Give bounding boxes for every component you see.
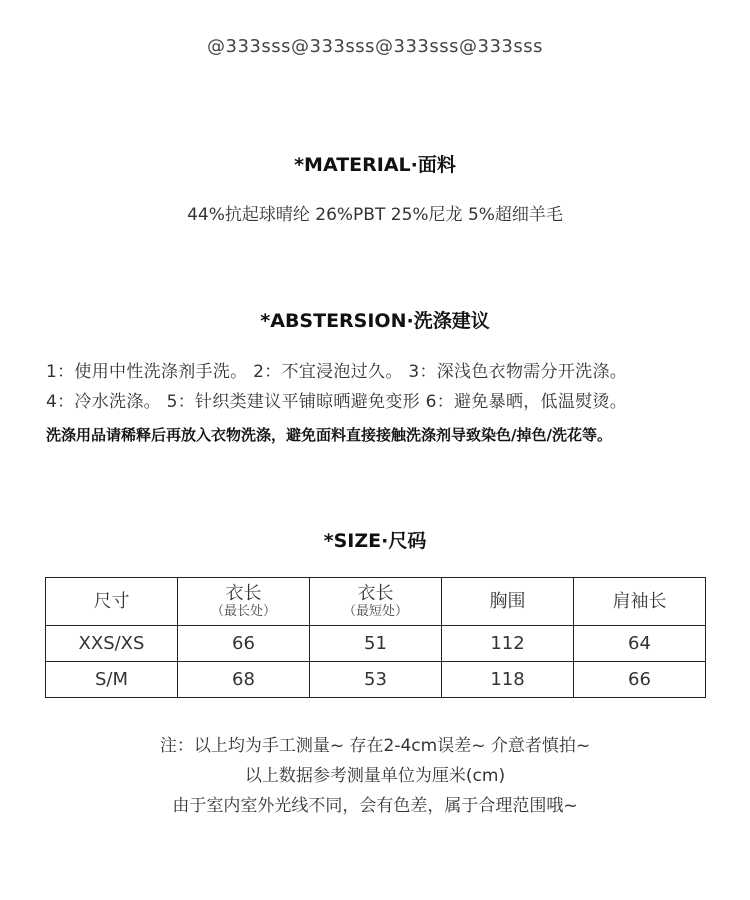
wash-instruction-line-2: 4：冷水洗涤。 5：针织类建议平铺晾晒避免变形 6：避免暴晒，低温熨烫。	[46, 392, 628, 412]
table-row	[46, 662, 706, 698]
size-table	[45, 577, 706, 698]
size-table-header-row	[46, 578, 706, 626]
material-composition: 44%抗起球晴纶 26%PBT 25%尼龙 5%超细羊毛	[187, 205, 563, 225]
material-heading: *MATERIAL·面料	[294, 154, 456, 176]
table-cell: S/M	[46, 662, 178, 698]
abstersion-heading: *ABSTERSION·洗涤建议	[260, 310, 490, 332]
measurement-note: 注：以上均为手工测量~ 存在2-4cm误差~ 介意者慎拍~	[159, 736, 591, 756]
table-cell: 66	[178, 626, 310, 662]
header-size: 尺寸	[46, 578, 178, 626]
wash-instruction-line-1: 1：使用中性洗涤剂手洗。 2：不宜浸泡过久。 3：深浅色衣物需分开洗涤。	[46, 362, 628, 382]
watermark-text: @333sss@333sss@333sss@333sss	[207, 36, 543, 57]
table-cell: 118	[442, 662, 574, 698]
table-cell: 68	[178, 662, 310, 698]
table-cell: 64	[574, 626, 706, 662]
table-cell: 53	[310, 662, 442, 698]
table-cell: 66	[574, 662, 706, 698]
table-cell: 112	[442, 626, 574, 662]
header-length-longest: 衣长 （最长处）	[178, 578, 310, 626]
header-length-shortest: 衣长 （最短处）	[310, 578, 442, 626]
wash-instruction-warning: 洗涤用品请稀释后再放入衣物洗涤，避免面料直接接触洗涤剂导致染色/掉色/洗花等。	[46, 426, 612, 444]
table-cell: 51	[310, 626, 442, 662]
color-difference-note: 由于室内室外光线不同，会有色差，属于合理范围哦~	[172, 796, 578, 816]
table-row	[46, 626, 706, 662]
size-heading: *SIZE·尺码	[323, 530, 427, 552]
unit-note: 以上数据参考测量单位为厘米(cm)	[244, 766, 506, 786]
table-cell: XXS/XS	[46, 626, 178, 662]
header-sleeve-length: 肩袖长	[574, 578, 706, 626]
header-chest: 胸围	[442, 578, 574, 626]
